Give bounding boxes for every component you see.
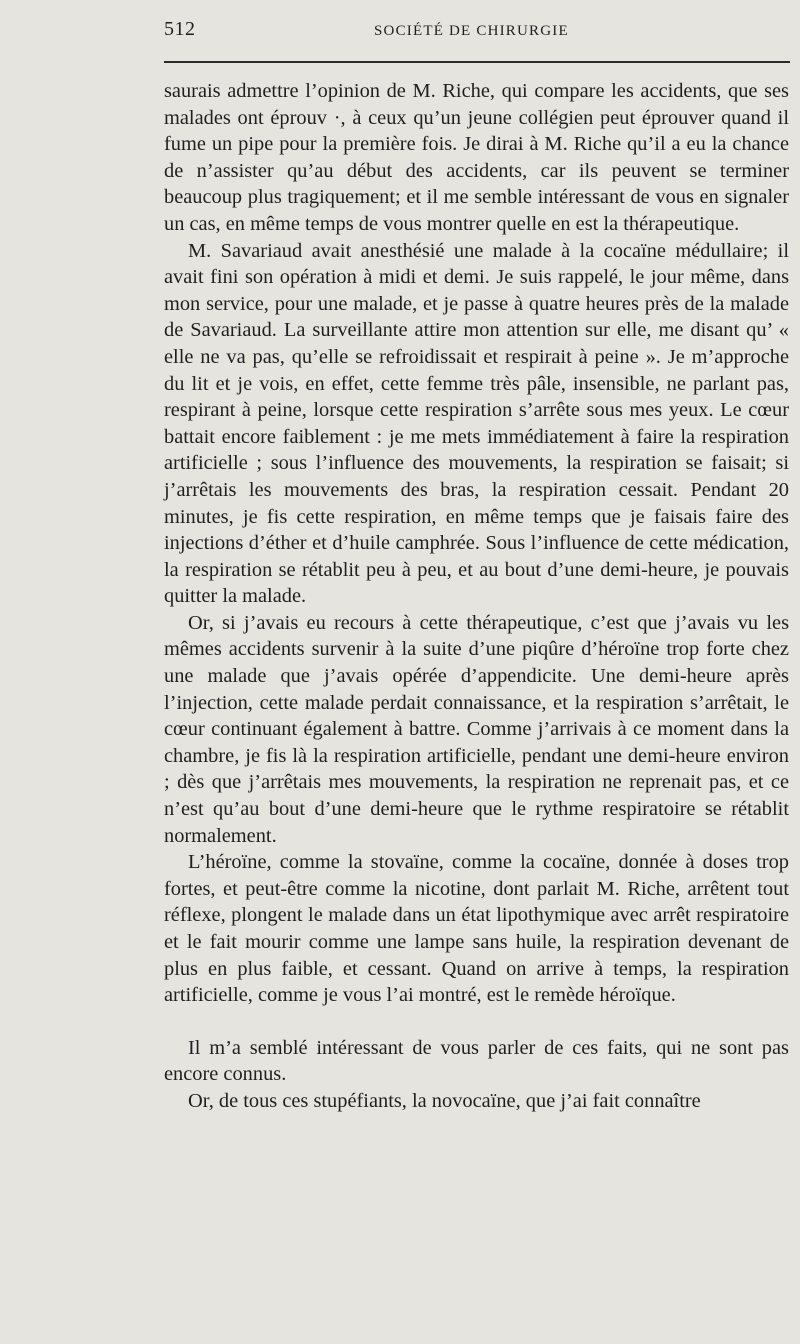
- paragraph-savariaud-case: M. Savariaud avait anesthésié une malade à la cocaïne médullaire; il avait fini son opération à midi et demi. Je suis rappelé, le jour même, dans mon service, pour une malade, et je passe à quatre heures près de la malade de Savariaud. La surveillante attire mon attention sur elle, me disant qu’ « elle ne va pas, qu’elle se refroidissait et respirait à peine ». Je m’approche du lit et je vois, en effet, cette femme très pâle, insensible, ne parlant pas, respirant à peine, lorsque cette respiration s’arrête sous mes yeux. Le cœur battait encore faiblement : je me mets immédiatement à faire la respiration artificielle ; sous l’influence des mouvements, la respiration se faisait; si j’arrêtais les mouvements des bras, la respiration cessait. Pendant 20 minutes, je fis cette respiration, en même temps que je faisais faire des injections d’éther et d’huile camphrée. Sous l’influence de cette médication, la respiration se rétablit peu à peu, et au bout d’une demi-heure, je pouvais quitter la malade.: [164, 239, 789, 608]
- header-rule: [164, 61, 790, 63]
- paragraph-novocaine: Or, de tous ces stupéfiants, la novocaïne, que j’ai fait connaître: [188, 1089, 701, 1112]
- paragraph-interest: Il m’a semblé intéressant de vous parler de ces faits, qui ne sont pas encore connus.: [164, 1036, 789, 1086]
- paragraph-heroine-case: Or, si j’avais eu recours à cette thérapeutique, c’est que j’avais vu les mêmes accidents survenir à la suite d’une piqûre d’héroïne trop forte chez une malade que j’avais opérée d’appendicite. Une demi-heure après l’injection, cette malade perdait connaissance, et la respiration s’arrêtait, le cœur continuant également à battre. Comme j’arrivais à ce moment dans la chambre, je fis là la respiration artificielle, pendant une demi-heure environ ; dès que j’arrêtais mes mouvements, la respiration ne reprenait pas, et ce n’est qu’au bout d’une demi-heure que le rythme respiratoire se rétablit normalement.: [164, 611, 789, 847]
- page-number: 512: [164, 18, 196, 40]
- paragraph-conclusion: L’héroïne, comme la stovaïne, comme la cocaïne, donnée à doses trop fortes, et peut-être comme la nicotine, dont parlait M. Riche, arrêtent tout réflexe, plongent le malade dans un état lipothymique avec arrêt respiratoire et le fait mourir comme une lampe sans huile, la respiration devenant de plus en plus faible, et cessant. Quand on arrive à temps, la respiration artificielle, comme je vous l’ai montré, est le remède héroïque.: [164, 851, 789, 1007]
- page-header: [164, 18, 784, 46]
- paragraph-continuation: saurais admettre l’opinion de M. Riche, qui compare les accidents, que ses malades ont éprouv ·, à ceux qu’un jeune collégien peut éprouver quand il fume un pipe pour la première fois. Je dirai à M. Riche qu’il a eu la chance de n’assister qu’au début des accidents, car ils peuvent se terminer beaucoup plus tragiquement; et il me semble intéressant de vous en signaler un cas, en même temps de vous montrer quelle en est la thérapeutique.: [164, 80, 789, 235]
- body-text: [164, 78, 789, 1115]
- running-title: SOCIÉTÉ DE CHIRURGIE: [374, 23, 569, 39]
